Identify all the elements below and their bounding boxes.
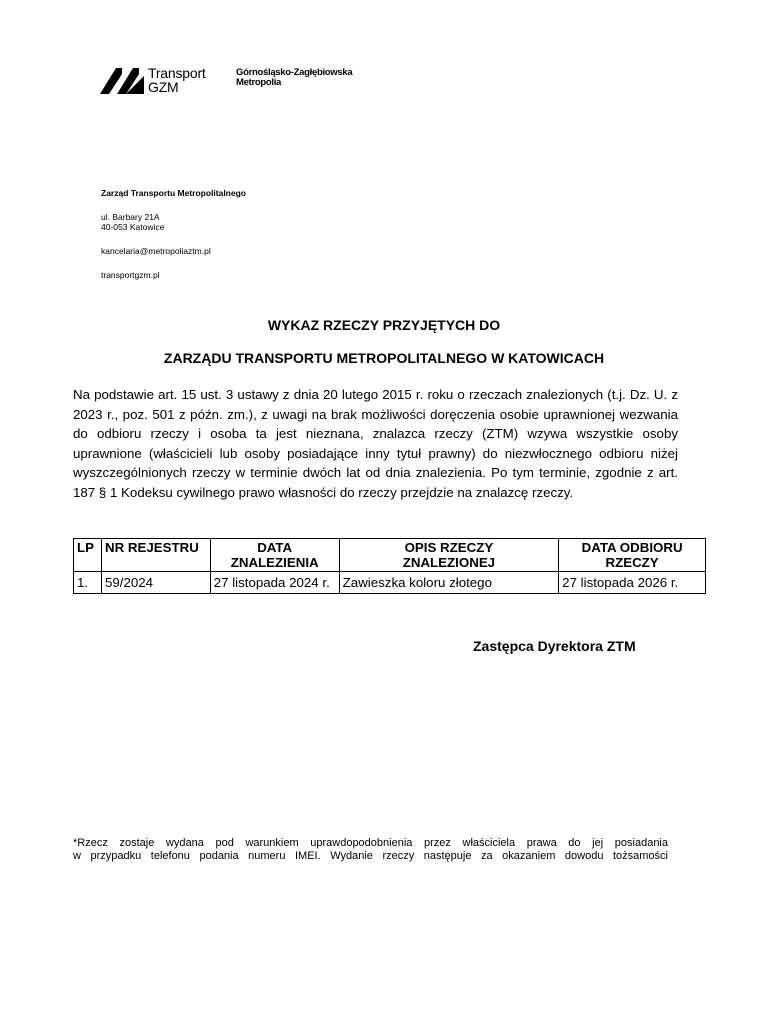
header-nr-rejestru: NR REJESTRU xyxy=(101,539,210,572)
brand-line-2: GZM xyxy=(148,79,179,95)
document-title-line-1: WYKAZ RZECZY PRZYJĘTYCH DO xyxy=(267,317,501,333)
found-items-table xyxy=(73,538,706,594)
header-data-znalezienia-line-1: DATA xyxy=(257,540,293,555)
metro-line-1: Górnośląsko-Zagłębiowska xyxy=(236,67,353,78)
header-opis-line-2: ZNALEZIONEJ xyxy=(402,555,496,570)
footnote xyxy=(73,837,668,863)
cell-lp: 1. xyxy=(74,572,102,594)
metropolia-name xyxy=(236,68,352,88)
table-header-row xyxy=(74,539,706,572)
footnote-line-1: *Rzecz zostaje wydana pod warunkiem uprawdopodobnienia przez właściciela prawa do jej posiadania xyxy=(73,837,668,849)
organization-street: ul. Barbary 21A xyxy=(101,212,160,222)
header-lp: LP xyxy=(74,539,102,572)
organization-block xyxy=(101,188,246,280)
gzm-logo-icon xyxy=(100,68,144,94)
organization-email[interactable]: kancelaria@metropoliaztm.pl xyxy=(101,246,211,256)
organization-website[interactable]: transportgzm.pl xyxy=(101,270,160,280)
cell-nr-rejestru: 59/2024 xyxy=(101,572,210,594)
signature-title: Zastępca Dyrektora ZTM xyxy=(473,638,636,654)
organization-name: Zarząd Transportu Metropolitalnego xyxy=(101,188,246,198)
brand-name xyxy=(148,66,206,94)
header-data-odbioru-line-1: DATA ODBIORU xyxy=(581,540,683,555)
header-data-znalezienia xyxy=(210,539,339,572)
header-opis-line-1: OPIS RZECZY xyxy=(404,540,494,555)
document-body: Na podstawie art. 15 ust. 3 ustawy z dnia 20 lutego 2015 r. roku o rzeczach znalezionych (t.j. Dz. U. z 2023 r., poz. 501 z późn. zm.), z uwagi na brak możliwości doręczenia osobie uprawnionej wezwania do odbioru rzeczy i osoba ta jest nieznana, znalazca rzeczy (ZTM) wzywa wszystkie osoby uprawnione (właścicieli lub osoby posiadające inny tytuł prawny) do niezwłocznego odbioru niżej wyszczególnionych rzeczy w terminie dwóch lat od dnia znalezienia. Po tym terminie, zgodnie z art. 187 § 1 Kodeksu cywilnego prawo własności do rzeczy przejdzie na znalazcę rzeczy. xyxy=(73,387,678,500)
metro-line-2: Metropolia xyxy=(236,77,282,88)
cell-opis: Zawieszka koloru złotego xyxy=(339,572,559,594)
header-data-znalezienia-line-2: ZNALEZIENIA xyxy=(230,555,319,570)
footnote-line-2: w przypadku telefonu podania numeru IMEI. Wydanie rzeczy następuje za okazaniem dowodu tożsamości xyxy=(73,850,668,862)
organization-city: 40-053 Katowice xyxy=(101,222,165,232)
cell-data-znalezienia: 27 listopada 2024 r. xyxy=(210,572,339,594)
header-data-odbioru-line-2: RZECZY xyxy=(605,555,659,570)
table-row xyxy=(74,572,706,594)
cell-data-odbioru: 27 listopada 2026 r. xyxy=(559,572,706,594)
header-data-odbioru xyxy=(559,539,706,572)
brand-line-1: Transport xyxy=(148,65,206,81)
document-title-line-2: ZARZĄDU TRANSPORTU METROPOLITALNEGO W KATOWICACH xyxy=(163,350,605,366)
header-opis-rzeczy xyxy=(339,539,559,572)
